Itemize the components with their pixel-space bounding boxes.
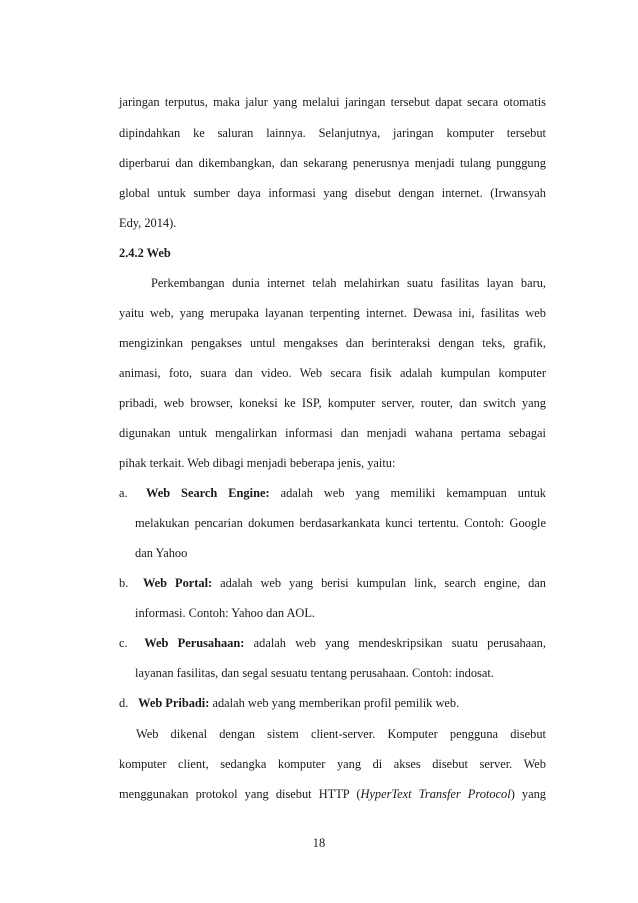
- para1-line-3: diperbarui dan dikembangkan, dan sekarang penerusnya menjadi tulang punggung: [119, 156, 546, 170]
- para1-line-2: dipindahkan ke saluran lainnya. Selanjutnya, jaringan komputer tersebut: [119, 126, 546, 140]
- para3-line-2: komputer client, sedangka komputer yang di akses disebut server. Web: [119, 757, 546, 771]
- list-term: Web Pribadi:: [138, 696, 210, 710]
- list-term: Web Portal:: [142, 576, 213, 590]
- para3-text: menggunakan protokol yang disebut HTTP (: [119, 787, 361, 801]
- list-item-b-line-2: informasi. Contoh: Yahoo dan AOL.: [135, 606, 316, 620]
- list-item-c-line-2: layanan fasilitas, dan segal sesuatu tentang perusahaan. Contoh: indosat.: [135, 666, 494, 680]
- list-marker: a.: [119, 486, 128, 500]
- list-item-text: adalah web yang mendeskripsikan suatu perusahaan,: [253, 636, 546, 650]
- para2-line-2: yaitu web, yang merupaka layanan terpenting internet. Dewasa ini, fasilitas web: [119, 306, 546, 320]
- para3-text-end: ) yang: [510, 787, 547, 801]
- list-marker: c.: [119, 636, 128, 650]
- list-item-text: adalah web yang berisi kumpulan link, search engine, dan: [220, 576, 546, 590]
- para1-line-1: jaringan terputus, maka jalur yang melalui jaringan tersebut dapat secara otomatis: [119, 95, 546, 109]
- para1-line-4: global untuk sumber daya informasi yang disebut dengan internet. (Irwansyah: [119, 186, 546, 200]
- para2-line-3: mengizinkan pengakses untul mengakses dan berinteraksi dengan teks, grafik,: [119, 336, 546, 350]
- list-term: Web Perusahaan:: [144, 636, 245, 650]
- list-term: Web Search Engine:: [145, 486, 270, 500]
- list-item-a-line-3: dan Yahoo: [135, 546, 188, 560]
- para3-line-3: [119, 786, 546, 802]
- section-heading: 2.4.2 Web: [119, 246, 171, 260]
- list-item-b: [119, 575, 546, 591]
- para2-line-4: animasi, foto, suara dan video. Web secara fisik adalah kumpulan komputer: [119, 366, 546, 380]
- para1-line-5: Edy, 2014).: [119, 216, 177, 230]
- page-number: 18: [312, 836, 326, 850]
- list-item-a-line-2: melakukan pencarian dokumen berdasarkankata kunci tertentu. Contoh: Google: [135, 516, 546, 530]
- para3-line-1: Web dikenal dengan sistem client-server. Komputer pengguna disebut: [136, 727, 546, 741]
- list-item-text: adalah web yang memiliki kemampuan untuk: [280, 486, 547, 500]
- para2-line-1: Perkembangan dunia internet telah melahirkan suatu fasilitas layan baru,: [151, 276, 546, 290]
- para2-line-7: pihak terkait. Web dibagi menjadi beberapa jenis, yaitu:: [119, 456, 396, 470]
- list-marker: d.: [119, 696, 129, 710]
- list-item-d: [119, 695, 546, 711]
- list-item-c: [119, 635, 546, 651]
- list-marker: b.: [119, 576, 129, 590]
- para2-line-5: pribadi, web browser, koneksi ke ISP, komputer server, router, dan switch yang: [119, 396, 546, 410]
- para2-line-6: digunakan untuk mengalirkan informasi dan menjadi wahana pertama sebagai: [119, 426, 546, 440]
- para3-italic-term: HyperText Transfer Protocol: [360, 787, 511, 801]
- list-item-text: adalah web yang memberikan profil pemilik web.: [212, 696, 460, 710]
- list-item-a: [119, 485, 546, 501]
